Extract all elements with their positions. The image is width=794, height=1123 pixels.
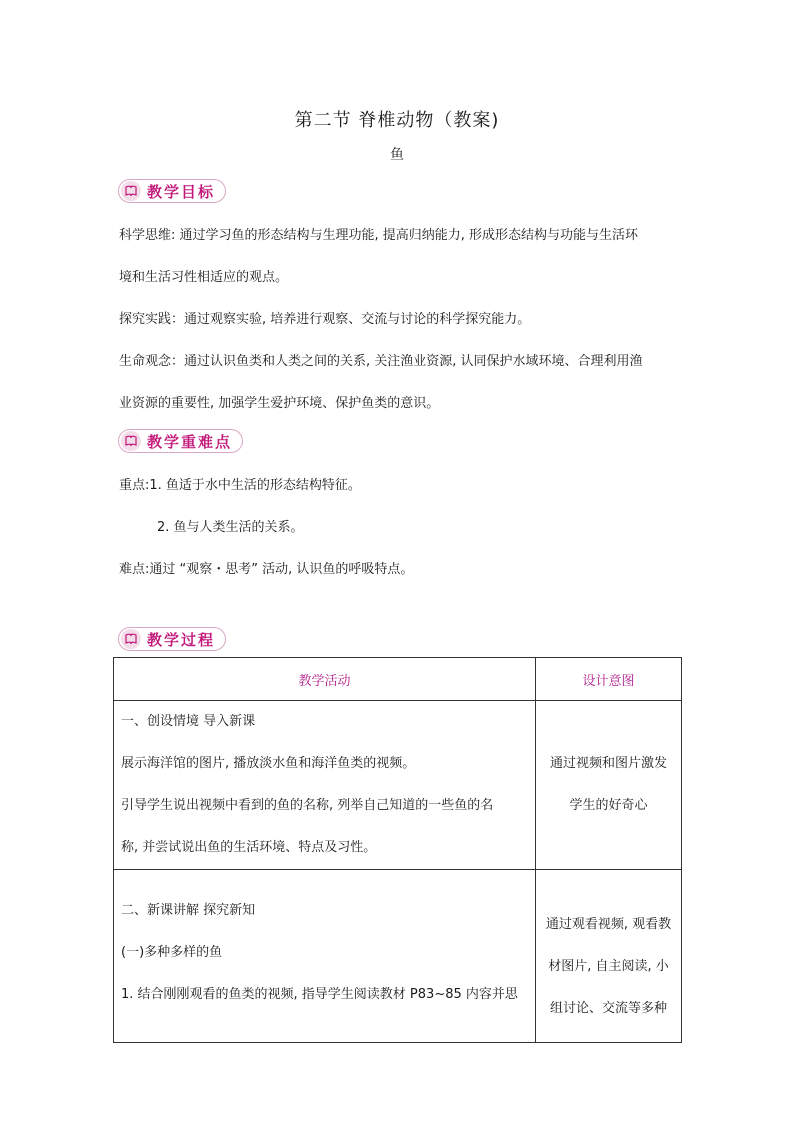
lesson-table [113, 657, 682, 1043]
activity-line: 一、创设情境 导入新课 [121, 714, 256, 729]
book-icon [121, 629, 141, 649]
section-badge-key-points [118, 429, 243, 453]
intent-cell [536, 870, 682, 1043]
section-title-key-points: 教学重难点 [147, 432, 233, 451]
table-header-row [114, 658, 682, 701]
intent-line: 通过视频和图片激发 [549, 756, 667, 771]
activity-line: 展示海洋馆的图片, 播放淡水鱼和海洋鱼类的视频。 [121, 756, 416, 771]
header-activity: 教学活动 [114, 658, 536, 701]
key-point-1: 重点:1. 鱼适于水中生活的形态结构特征。 [119, 478, 361, 493]
table-row [114, 870, 682, 1043]
goal-text-5: 业资源的重要性, 加强学生爱护环境、保护鱼类的意识。 [119, 396, 440, 411]
page-title: 第二节 脊椎动物（教案) [294, 110, 500, 131]
goal-text-4: 生命观念：通过认识鱼类和人类之间的关系, 关注渔业资源, 认同保护水域环境、合理利用渔 [119, 354, 643, 369]
activity-line: (一)多种多样的鱼 [121, 945, 223, 960]
header-intent: 设计意图 [536, 658, 682, 701]
intent-line: 组讨论、交流等多种 [549, 1001, 667, 1016]
goal-text-3: 探究实践：通过观察实验, 培养进行观察、交流与讨论的科学探究能力。 [119, 312, 531, 327]
book-icon [121, 431, 141, 451]
activity-cell [114, 870, 536, 1043]
activity-line: 引导学生说出视频中看到的鱼的名称, 列举自己知道的一些鱼的名 [121, 798, 494, 813]
section-badge-goals [118, 179, 226, 203]
intent-line: 学生的好奇心 [569, 798, 648, 813]
section-title-goals: 教学目标 [147, 182, 216, 201]
book-icon [121, 181, 141, 201]
section-title-process: 教学过程 [147, 630, 216, 649]
section-badge-process [118, 627, 226, 651]
key-point-2: 2. 鱼与人类生活的关系。 [157, 520, 304, 535]
goal-text-2: 境和生活习性相适应的观点。 [119, 270, 289, 285]
page-subtitle: 鱼 [390, 147, 404, 163]
intent-line: 材图片, 自主阅读, 小 [548, 959, 669, 974]
activity-line: 1. 结合刚刚观看的鱼类的视频, 指导学生阅读教材 P83~85 内容并思 [121, 987, 518, 1002]
intent-line: 通过观看视频, 观看教 [545, 917, 672, 932]
activity-cell [114, 701, 536, 870]
difficulty-point: 难点:通过 “观察・思考” 活动, 认识鱼的呼吸特点。 [119, 562, 414, 577]
activity-line: 二、新课讲解 探究新知 [121, 903, 256, 918]
table-row [114, 701, 682, 870]
activity-line: 称, 并尝试说出鱼的生活环境、特点及习性。 [121, 840, 377, 855]
goal-text-1: 科学思维: 通过学习鱼的形态结构与生理功能, 提高归纳能力, 形成形态结构与功能与生活环 [119, 228, 639, 243]
intent-cell [536, 701, 682, 870]
